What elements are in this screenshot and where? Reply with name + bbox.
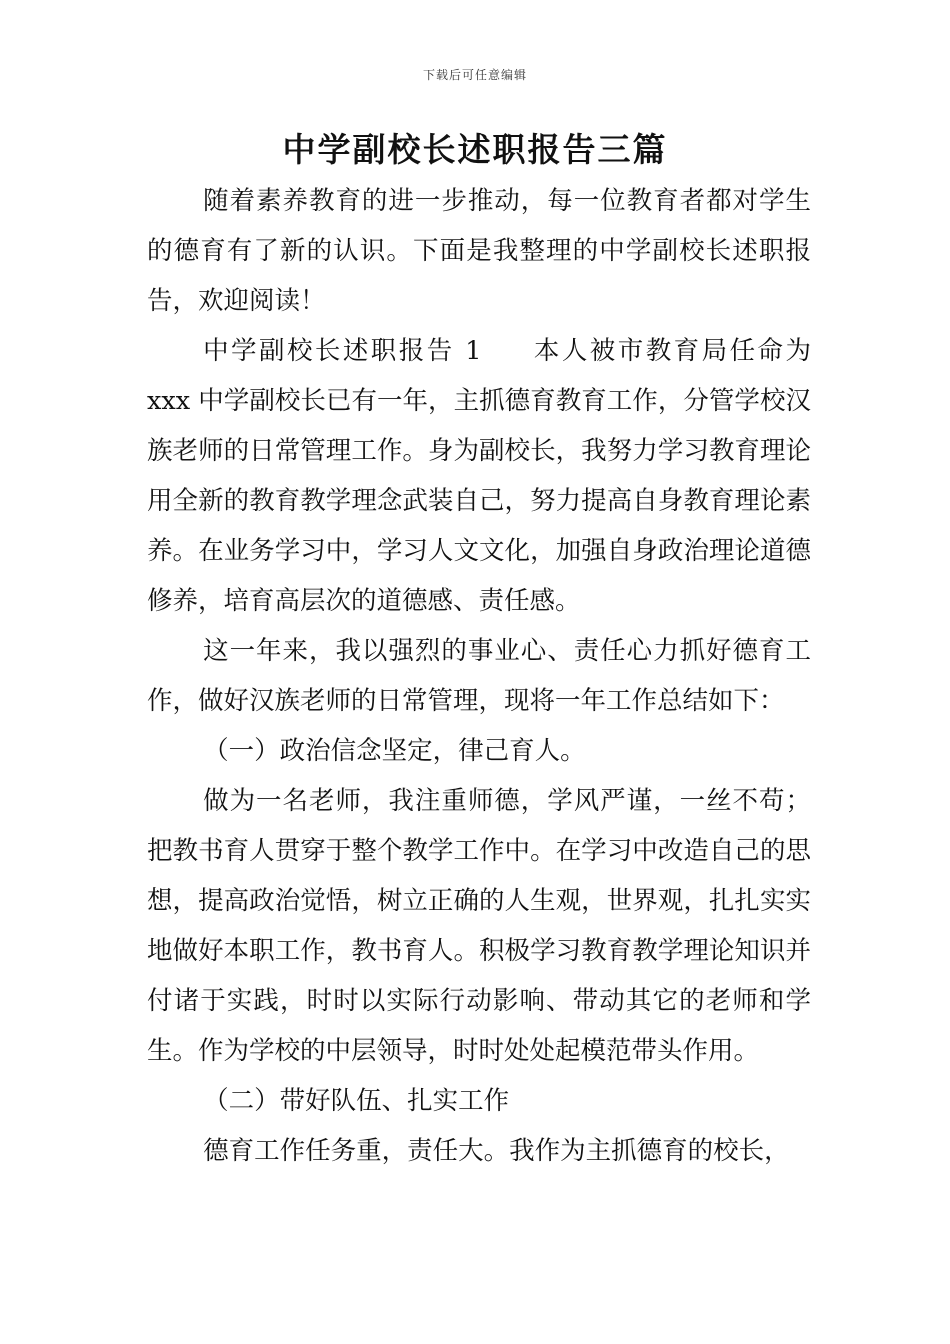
report1-paragraph (147, 326, 811, 626)
page-header-note: 下载后可任意编辑 (422, 68, 527, 82)
section2-heading: （二）带好队伍、扎实工作 (203, 1086, 510, 1116)
section2-paragraph: 德育工作任务重，责任大。我作为主抓德育的校长， (203, 1136, 790, 1166)
report1-heading: 中学副校长述职报告 1 (203, 336, 482, 366)
intro-paragraph: 随着素养教育的进一步推动，每一位教育者都对学生的德育有了新的认识。下面是我整理的中学副校长述职报告，欢迎阅读！ (147, 186, 811, 316)
section1-heading: （一）政治信念坚定，律己育人。 (203, 736, 586, 766)
document-title: 中学副校长述职报告三篇 (282, 130, 668, 169)
section1-paragraph: 做为一名老师，我注重师德，学风严谨，一丝不苟；把教书育人贯穿于整个教学工作中。在学习中改造自己的思想，提高政治觉悟，树立正确的人生观，世界观，扎扎实实地做好本职工作，教书育人。积极学习教育教学理论知识并付诸于实践，时时以实际行动影响、带动其它的老师和学生。作为学校的中层领导，时时处处起模范带头作用。 (147, 786, 811, 1066)
year-summary-paragraph: 这一年来，我以强烈的事业心、责任心力抓好德育工作，做好汉族老师的日常管理，现将一年工作总结如下： (147, 636, 811, 716)
report1-lead-text: 本人被市教育局任命为 xxx 中学副校长已有一年，主抓德育教育工作，分管学校汉族老师的日常管理工作。身为副校长，我努力学习教育理论用全新的教育教学理念武装自己，努力提高自身教育理论素养。在业务学习中，学习人文文化，加强自身政治理论道德修养，培育高层次的道德感、责任感。 (147, 336, 811, 616)
document-body (147, 176, 811, 1176)
